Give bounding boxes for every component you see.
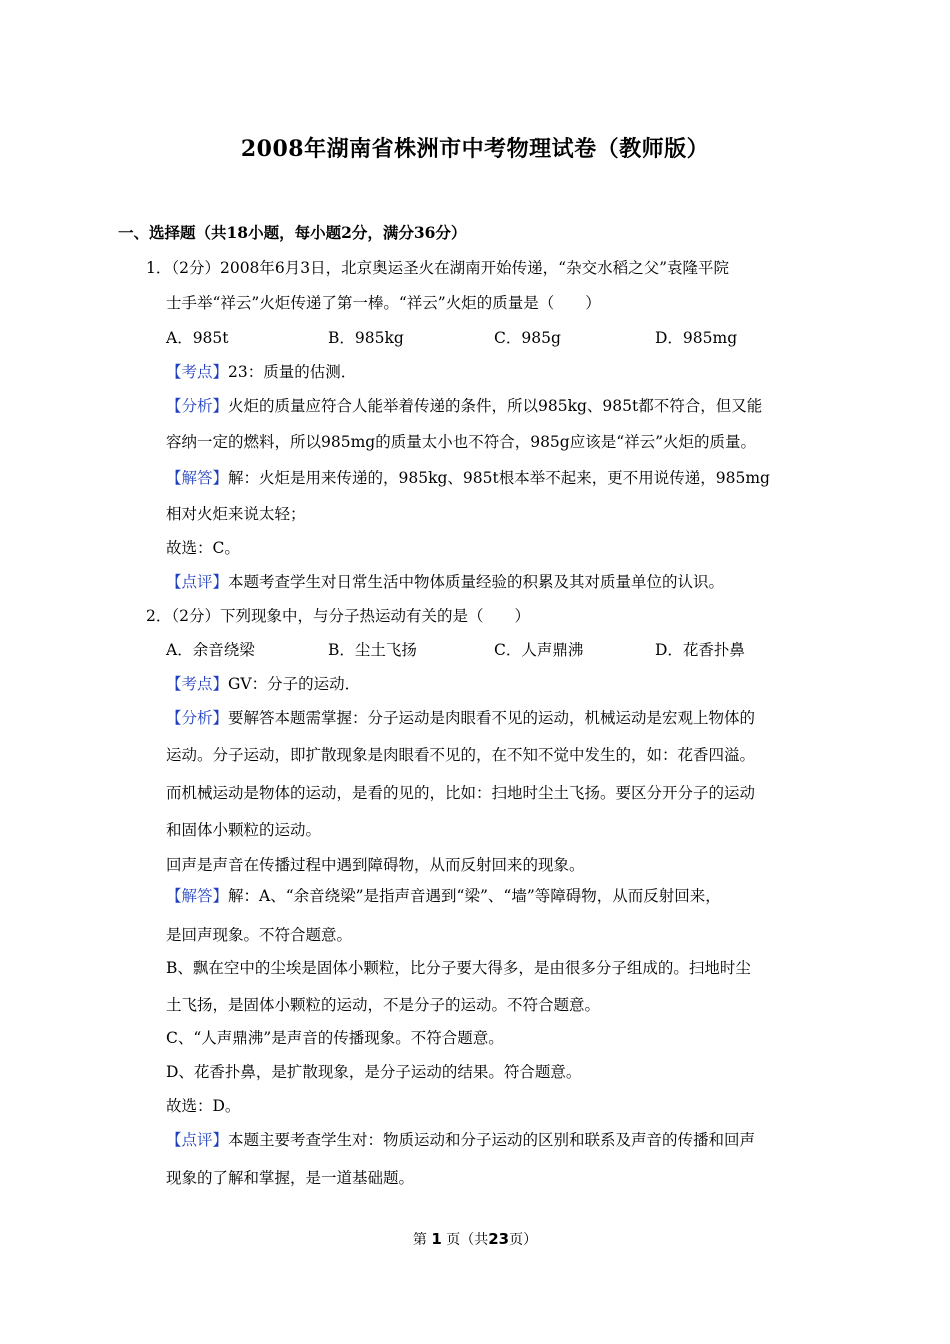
q1-fenxi-text1: 火炬的质量应符合人能举着传递的条件，所以985kg、985t都不符合，但又能	[228, 397, 763, 415]
q1-kaodian-text: 23：质量的估测．	[228, 363, 357, 381]
q2-fenxi-line4: 和固体小颗粒的运动。	[166, 821, 322, 839]
q2-kaodian-text: GV：分子的运动．	[228, 675, 361, 693]
footer-mid: 页（共	[446, 1232, 489, 1248]
fenxi-label: 【分析】	[166, 397, 229, 415]
q2-dianping-text1: 本题主要考查学生对：物质运动和分子运动的区别和联系及声音的传播和回声	[228, 1131, 756, 1149]
section-heading: 一、选择题（共18小题，每小题2分，满分36分）	[118, 223, 467, 242]
q2-option-c: C．人声鼎沸	[494, 641, 584, 659]
q1-option-b: B．985kg	[328, 329, 404, 347]
q1-stem-line2: 士手举“祥云”火炬传递了第一棒。“祥云”火炬的质量是（ ）	[166, 294, 601, 312]
q1-option-d: D．985mg	[655, 329, 738, 347]
footer-page-number: 1	[431, 1230, 442, 1248]
q1-fenxi-line2: 容纳一定的燃料，所以985mg的质量太小也不符合，985g应该是“祥云”火炬的质量。	[166, 433, 757, 451]
q2-stem-line1: 2．（2分）下列现象中，与分子热运动有关的是（ ）	[146, 607, 530, 625]
q2-jieda-text1: 解：A、“余音绕梁”是指声音遇到“梁”、“墙”等障碍物，从而反射回来，	[228, 887, 721, 905]
fenxi-label: 【分析】	[166, 709, 229, 727]
jieda-label: 【解答】	[166, 469, 229, 487]
q1-jieda-line2: 相对火炬来说太轻；	[166, 505, 306, 523]
q2-jieda-line5: C、“人声鼎沸”是声音的传播现象。不符合题意。	[166, 1029, 504, 1047]
page-title: 2008年湖南省株洲市中考物理试卷（教师版）	[240, 136, 710, 162]
page-footer	[0, 1229, 950, 1250]
q1-jieda-text1: 解：火炬是用来传递的，985kg、985t根本举不起来，更不用说传递，985mg	[228, 469, 770, 487]
q2-jieda-line4: 土飞扬，是固体小颗粒的运动，不是分子的运动。不符合题意。	[166, 996, 601, 1014]
q1-option-c: C．985g	[494, 329, 561, 347]
q1-option-a: A．985t	[166, 329, 229, 347]
q2-kaodian	[166, 674, 360, 694]
q2-answer: 故选：D。	[166, 1097, 241, 1115]
q2-jieda-line3: B、飘在空中的尘埃是固体小颗粒，比分子要大得多，是由很多分子组成的。扫地时尘	[166, 959, 751, 977]
dianping-label: 【点评】	[166, 1131, 229, 1149]
q1-dianping-text: 本题考查学生对日常生活中物体质量经验的积累及其对质量单位的认识。	[228, 573, 725, 591]
q2-option-a: A．余音绕梁	[166, 641, 255, 659]
q1-stem-line1: 1．（2分）2008年6月3日，北京奥运圣火在湖南开始传递，“杂交水稻之父”袁隆平院	[146, 259, 729, 277]
q2-fenxi-line2: 运动。分子运动，即扩散现象是肉眼看不见的，在不知不觉中发生的，如：花香四溢。	[166, 746, 756, 764]
jieda-label: 【解答】	[166, 887, 229, 905]
q2-option-d: D．花香扑鼻	[655, 641, 745, 659]
kaodian-label: 【考点】	[166, 675, 229, 693]
q1-fenxi-line1	[166, 396, 762, 416]
q2-fenxi-line5: 回声是声音在传播过程中遇到障碍物，从而反射回来的现象。	[166, 856, 585, 874]
q2-dianping-line2: 现象的了解和掌握，是一道基础题。	[166, 1169, 415, 1187]
q2-dianping-line1	[166, 1130, 755, 1150]
kaodian-label: 【考点】	[166, 363, 229, 381]
q2-fenxi-line3: 而机械运动是物体的运动，是看的见的，比如：扫地时尘土飞扬。要区分开分子的运动	[166, 784, 756, 802]
q2-jieda-line6: D、花香扑鼻，是扩散现象，是分子运动的结果。符合题意。	[166, 1063, 582, 1081]
q1-kaodian	[166, 362, 356, 382]
q1-dianping	[166, 572, 724, 592]
footer-total-pages: 23	[488, 1230, 510, 1248]
q1-jieda-line1	[166, 468, 770, 488]
q2-fenxi-text1: 要解答本题需掌握：分子运动是肉眼看不见的运动，机械运动是宏观上物体的	[228, 709, 756, 727]
footer-prefix: 第	[412, 1232, 427, 1248]
q2-fenxi-line1	[166, 708, 755, 728]
dianping-label: 【点评】	[166, 573, 229, 591]
q2-jieda-line2: 是回声现象。不符合题意。	[166, 926, 353, 944]
footer-suffix: 页）	[509, 1232, 538, 1248]
q1-answer: 故选：C。	[166, 539, 240, 557]
q2-option-b: B．尘土飞扬	[328, 641, 417, 659]
q2-jieda-line1	[166, 886, 721, 906]
